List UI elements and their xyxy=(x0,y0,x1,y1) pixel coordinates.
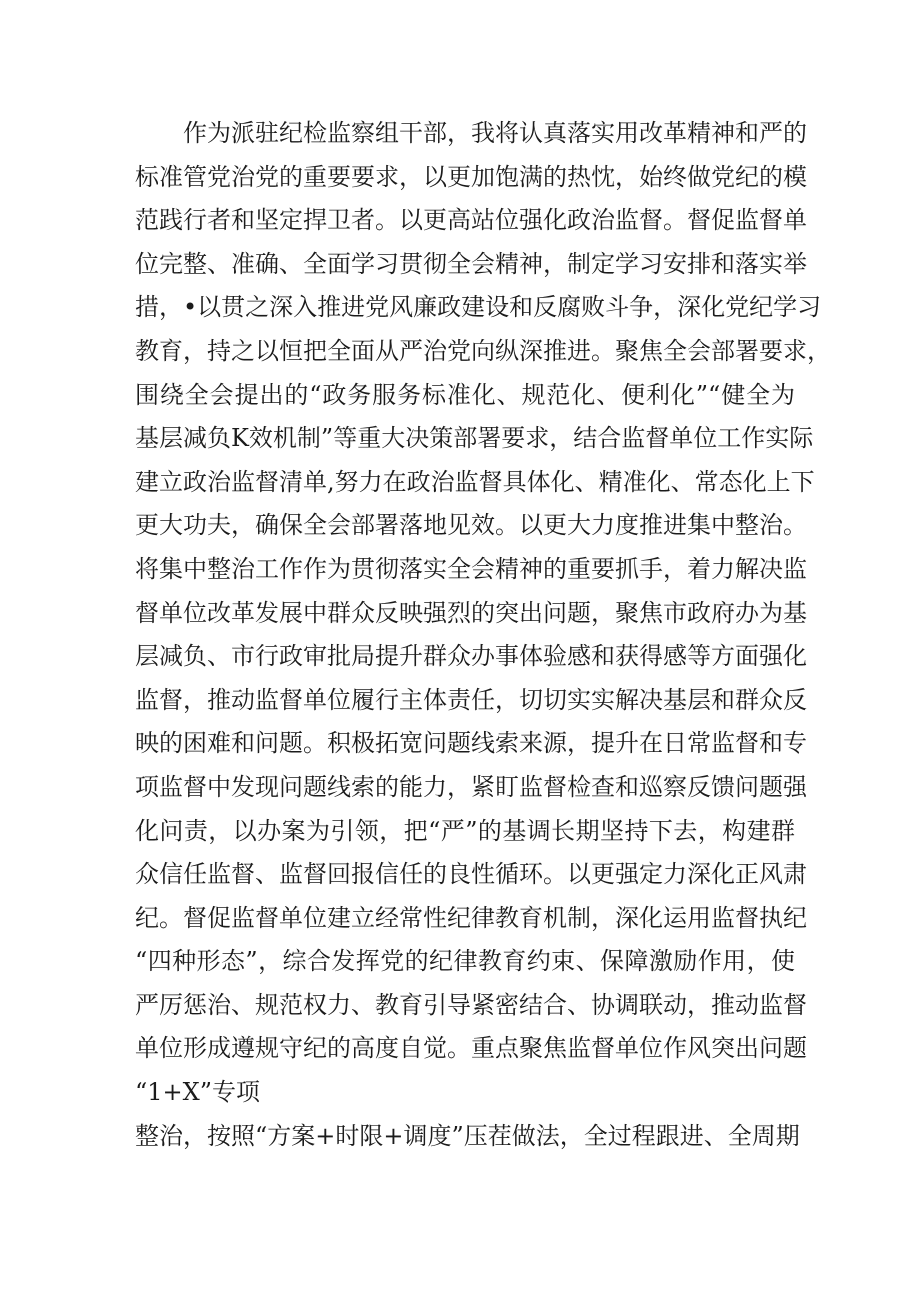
paragraph-line: 严厉惩治、规范权力、教育引导紧密结合、协调联动，推动监督 xyxy=(135,990,807,1019)
paragraph-line: 位完整、准确、全面学习贯彻全会精神，制定学习安排和落实举 xyxy=(135,249,807,278)
paragraph-line: 整治，按照“方案+时限+调度”压茬做法，全过程跟进、全周期 xyxy=(135,1121,800,1150)
paragraph-line: 更大功夫，确保全会部署落地见效。以更大力度推进集中整治。 xyxy=(135,511,807,540)
paragraph-line: 基层减负K效机制”等重大决策部署要求，结合监督单位工作实际 xyxy=(135,424,814,453)
paragraph-line: 教育，持之以恒把全面从严治党向纵深推进。聚焦全会部署要求， xyxy=(135,336,831,365)
paragraph-line: “1+X”专项 xyxy=(135,1078,261,1107)
paragraph-line: 纪。督促监督单位建立经常性纪律教育机制，深化运用监督执纪 xyxy=(135,903,807,932)
paragraph-line: 众信任监督、监督回报信任的良性循环。以更强定力深化正风肃 xyxy=(135,860,807,889)
paragraph-line: 围绕全会提出的“政务服务标准化、规范化、便利化”“健全为 xyxy=(135,380,795,409)
paragraph-line: 作为派驻纪检监察组干部，我将认真落实用改革精神和严的 xyxy=(183,119,807,147)
paragraph-line: 单位形成遵规守纪的高度自觉。重点聚焦监督单位作风突出问题 xyxy=(135,1034,807,1063)
paragraph-line: 映的困难和问题。积极拓宽问题线索来源，提升在日常监督和专 xyxy=(135,729,807,758)
paragraph-line: 项监督中发现问题线索的能力，紧盯监督检查和巡察反馈问题强 xyxy=(135,772,807,801)
paragraph-line: 层减负、市行政审批局提升群众办事体验感和获得感等方面强化 xyxy=(135,642,807,671)
paragraph-line: 范践行者和坚定捍卫者。以更高站位强化政治监督。督促监督单 xyxy=(135,206,807,235)
paragraph-line: 标准管党治党的重要要求，以更加饱满的热忱，始终做党纪的模 xyxy=(135,162,807,191)
paragraph-line: 监督，推动监督单位履行主体责任，切切实实解决基层和群众反 xyxy=(135,685,807,714)
paragraph-line: 化问责，以办案为引领，把“严”的基调长期坚持下去，构建群 xyxy=(135,816,795,845)
paragraph-line: 将集中整治工作作为贯彻落实全会精神的重要抓手，着力解决监 xyxy=(135,554,807,583)
paragraph-line: 措，•以贯之深入推进党风廉政建设和反腐败斗争，深化党纪学习 xyxy=(135,293,822,322)
paragraph-line: 督单位改革发展中群众反映强烈的突出问题，聚焦市政府办为基 xyxy=(135,598,807,627)
paragraph-line: 建立政治监督清单,努力在政治监督具体化、精准化、常态化上下 xyxy=(135,467,815,496)
document-body xyxy=(135,112,831,1158)
paragraph-line: “四种形态”，综合发挥党的纪律教育约束、保障激励作用，使 xyxy=(135,947,795,976)
